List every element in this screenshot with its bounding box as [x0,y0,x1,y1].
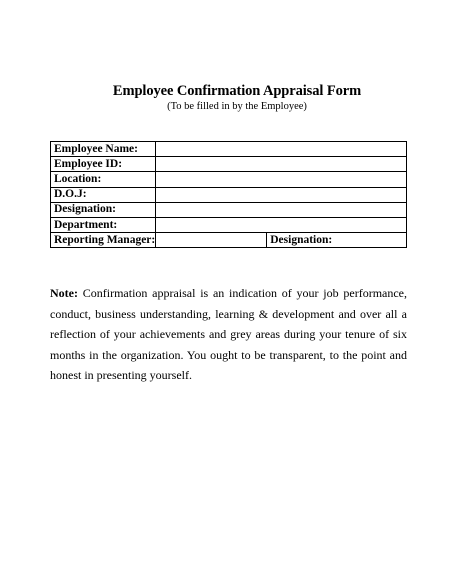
note-paragraph [50,283,407,386]
department-field[interactable] [156,217,407,232]
employee-name-label: Employee Name: [51,142,156,157]
form-subtitle: (To be filled in by the Employee) [167,101,307,112]
table-row [51,142,407,157]
location-label: Location: [51,172,156,187]
reporting-manager-field[interactable] [156,233,267,248]
table-row [51,157,407,172]
table-row [51,217,407,232]
employee-id-label: Employee ID: [51,157,156,172]
note-text: Confirmation appraisal is an indication of your job performance, conduct, business understanding, learning & development and over all a reflection of your achievements and grey areas during your tenure of six months in the organization. You ought to be transparent, to the point and honest in presenting yourself. [50,286,408,382]
department-label: Department: [51,217,156,232]
form-title: Employee Confirmation Appraisal Form [112,83,362,99]
doj-field[interactable] [156,187,407,202]
doj-label: D.O.J: [51,187,156,202]
employee-name-field[interactable] [156,142,407,157]
table-row [51,233,407,248]
reporting-manager-label: Reporting Manager: [51,233,156,248]
table-row [51,202,407,217]
designation-field[interactable] [156,202,407,217]
note-label: Note: [50,286,78,300]
location-field[interactable] [156,172,407,187]
table-row [51,172,407,187]
employee-info-table [50,141,407,248]
designation-label: Designation: [51,202,156,217]
employee-id-field[interactable] [156,157,407,172]
manager-designation-label: Designation: [267,233,407,248]
table-row [51,187,407,202]
